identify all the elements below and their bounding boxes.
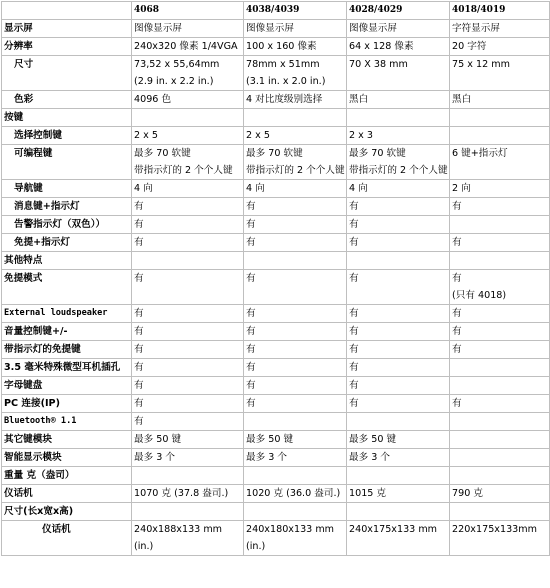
- table-cell: 有: [347, 323, 450, 341]
- table-row: [2, 198, 550, 216]
- row-label: 消息键+指示灯: [2, 198, 132, 216]
- table-cell: 20 字符: [450, 38, 550, 56]
- table-cell: [132, 56, 244, 91]
- table-cell: [347, 503, 450, 521]
- table-cell: 有: [450, 341, 550, 359]
- table-cell: 字符显示屏: [450, 20, 550, 38]
- cell-line: 70 X 38 mm: [349, 59, 408, 70]
- cell-line: 78mm x 51mm: [246, 59, 320, 70]
- spec-table-container: [1, 1, 549, 556]
- table-cell: 有: [132, 359, 244, 377]
- table-cell: 2 x 3: [347, 127, 450, 145]
- cell-line: (3.1 in. x 2.0 in.): [246, 76, 326, 87]
- table-row: [2, 305, 550, 323]
- cell-line: 75 x 12 mm: [452, 59, 510, 70]
- table-cell: [132, 252, 244, 270]
- table-cell: 最多 50 键: [132, 431, 244, 449]
- table-cell: 有: [347, 341, 450, 359]
- table-row: [2, 323, 550, 341]
- table-cell: [244, 521, 347, 556]
- table-cell: [450, 216, 550, 234]
- table-cell: 最多 3 个: [244, 449, 347, 467]
- table-row: [2, 431, 550, 449]
- table-row: [2, 521, 550, 556]
- table-cell: 有: [347, 198, 450, 216]
- table-cell: 有: [347, 305, 450, 323]
- table-cell: 1015 克: [347, 485, 450, 503]
- cell-line: 6 键+指示灯: [452, 148, 508, 159]
- row-label: 免提+指示灯: [2, 234, 132, 252]
- table-row: [2, 341, 550, 359]
- table-row: [2, 234, 550, 252]
- row-label: 其他特点: [2, 252, 132, 270]
- table-cell: [450, 359, 550, 377]
- table-row: [2, 413, 550, 431]
- table-cell: [347, 252, 450, 270]
- table-cell: 有: [450, 198, 550, 216]
- cell-line: 240x180x133 mm: [246, 524, 335, 535]
- cell-line: 带指示灯的 2 个个人键: [134, 165, 233, 176]
- table-row: [2, 252, 550, 270]
- cell-line: [452, 162, 548, 179]
- table-cell: [450, 109, 550, 127]
- table-row: [2, 109, 550, 127]
- table-cell: 有: [450, 305, 550, 323]
- spec-table: [1, 1, 550, 556]
- table-cell: [450, 413, 550, 431]
- table-cell: 最多 50 键: [244, 431, 347, 449]
- table-row: [2, 449, 550, 467]
- table-cell: 最多 50 键: [347, 431, 450, 449]
- cell-line: [452, 538, 548, 555]
- table-cell: 图像显示屏: [132, 20, 244, 38]
- table-cell: 黑白: [450, 91, 550, 109]
- table-cell: [132, 467, 244, 485]
- table-cell: 最多 3 个: [347, 449, 450, 467]
- table-cell: 有: [347, 377, 450, 395]
- cell-line: 240x188x133 mm: [134, 524, 223, 535]
- table-cell: 有: [450, 395, 550, 413]
- table-cell: 有: [244, 341, 347, 359]
- row-label: 按键: [2, 109, 132, 127]
- table-cell: 有: [132, 270, 244, 305]
- row-label: 智能显示模块: [2, 449, 132, 467]
- table-cell: 4 向: [347, 180, 450, 198]
- table-cell: 790 克: [450, 485, 550, 503]
- table-cell: 有: [450, 234, 550, 252]
- table-cell: 有: [132, 377, 244, 395]
- table-cell: 有: [132, 198, 244, 216]
- table-cell: 有: [450, 323, 550, 341]
- cell-line: [452, 73, 548, 90]
- table-cell: 100 x 160 像素: [244, 38, 347, 56]
- table-cell: 有: [347, 270, 450, 305]
- cell-line: 240x175x133 mm: [349, 524, 438, 535]
- row-label: 免提模式: [2, 270, 132, 305]
- table-row: [2, 270, 550, 305]
- table-row: [2, 377, 550, 395]
- table-cell: [244, 145, 347, 180]
- table-cell: [244, 252, 347, 270]
- table-row: [2, 91, 550, 109]
- table-cell: 有: [132, 234, 244, 252]
- column-header: 4018/4019: [450, 2, 550, 20]
- table-cell: [347, 56, 450, 91]
- table-cell: 有: [244, 323, 347, 341]
- row-label: 重量 克（盎司）: [2, 467, 132, 485]
- row-label: 3.5 毫米特殊微型耳机插孔: [2, 359, 132, 377]
- table-cell: 1020 克 (36.0 盎司.): [244, 485, 347, 503]
- table-row: [2, 503, 550, 521]
- row-label: Bluetooth® 1.1: [2, 413, 132, 431]
- table-cell: [450, 521, 550, 556]
- row-label: 带指示灯的免提键: [2, 341, 132, 359]
- spec-table-body: [2, 2, 550, 556]
- table-cell: [450, 467, 550, 485]
- row-label: 选择控制键: [2, 127, 132, 145]
- table-cell: [450, 145, 550, 180]
- cell-line: (2.9 in. x 2.2 in.): [134, 76, 214, 87]
- table-cell: 最多 3 个: [132, 449, 244, 467]
- table-cell: 有: [244, 395, 347, 413]
- table-row: [2, 56, 550, 91]
- cell-line: 最多 70 软键: [134, 148, 191, 159]
- table-cell: 有: [347, 359, 450, 377]
- header-row: [2, 2, 550, 20]
- table-cell: 2 x 5: [132, 127, 244, 145]
- column-header: [2, 2, 132, 20]
- row-label: 分辨率: [2, 38, 132, 56]
- table-cell: [450, 252, 550, 270]
- table-cell: [132, 503, 244, 521]
- table-cell: [450, 377, 550, 395]
- row-label: 告警指示灯（双色））: [2, 216, 132, 234]
- cell-line: 带指示灯的 2 个个人键: [246, 165, 345, 176]
- table-cell: [244, 109, 347, 127]
- row-label: 可编程键: [2, 145, 132, 180]
- table-row: [2, 395, 550, 413]
- table-cell: [244, 413, 347, 431]
- table-row: [2, 467, 550, 485]
- cell-line: 有: [452, 273, 462, 284]
- table-cell: 64 x 128 像素: [347, 38, 450, 56]
- table-cell: 4 对比度级别选择: [244, 91, 347, 109]
- row-label: 其它键模块: [2, 431, 132, 449]
- table-cell: [132, 109, 244, 127]
- cell-line: [349, 73, 448, 90]
- table-cell: [244, 56, 347, 91]
- table-cell: [450, 127, 550, 145]
- table-cell: 有: [244, 234, 347, 252]
- row-label: 字母键盘: [2, 377, 132, 395]
- row-label: 仪话机: [2, 521, 132, 556]
- table-cell: [450, 56, 550, 91]
- table-cell: 有: [244, 305, 347, 323]
- table-cell: [244, 467, 347, 485]
- table-cell: [450, 270, 550, 305]
- table-cell: [244, 503, 347, 521]
- table-row: [2, 38, 550, 56]
- row-label: 仪话机: [2, 485, 132, 503]
- table-cell: [450, 431, 550, 449]
- row-label: 导航键: [2, 180, 132, 198]
- table-cell: 有: [244, 377, 347, 395]
- cell-line: 带指示灯的 2 个个人键: [349, 165, 448, 176]
- column-header: 4028/4029: [347, 2, 450, 20]
- table-cell: 有: [132, 323, 244, 341]
- table-cell: 2 向: [450, 180, 550, 198]
- table-cell: 有: [244, 359, 347, 377]
- table-cell: 4 向: [244, 180, 347, 198]
- row-label: PC 连接(IP): [2, 395, 132, 413]
- table-cell: 有: [347, 216, 450, 234]
- table-cell: [132, 145, 244, 180]
- table-row: [2, 485, 550, 503]
- table-cell: 1070 克 (37.8 盎司.): [132, 485, 244, 503]
- row-label: External loudspeaker: [2, 305, 132, 323]
- table-cell: 240x320 像素 1/4VGA: [132, 38, 244, 56]
- row-label: 尺寸: [2, 56, 132, 91]
- cell-line: (只有 4018): [452, 290, 507, 301]
- table-cell: [347, 413, 450, 431]
- table-cell: [347, 467, 450, 485]
- row-label: 音量控制键+/-: [2, 323, 132, 341]
- cell-line: (in.): [134, 541, 154, 552]
- table-cell: 2 x 5: [244, 127, 347, 145]
- table-cell: 有: [132, 413, 244, 431]
- table-row: [2, 359, 550, 377]
- table-cell: 有: [347, 395, 450, 413]
- table-cell: [347, 109, 450, 127]
- table-row: [2, 127, 550, 145]
- table-row: [2, 216, 550, 234]
- table-cell: 有: [132, 305, 244, 323]
- table-cell: [347, 145, 450, 180]
- table-cell: [132, 521, 244, 556]
- table-cell: 有: [132, 341, 244, 359]
- column-header: 4038/4039: [244, 2, 347, 20]
- row-label: 色彩: [2, 91, 132, 109]
- cell-line: 73,52 x 55,64mm: [134, 59, 220, 70]
- column-header: 4068: [132, 2, 244, 20]
- cell-line: 最多 70 软键: [246, 148, 303, 159]
- table-cell: 有: [347, 234, 450, 252]
- table-cell: [450, 503, 550, 521]
- table-cell: 有: [132, 216, 244, 234]
- table-cell: 4096 色: [132, 91, 244, 109]
- table-cell: 黑白: [347, 91, 450, 109]
- cell-line: 220x175x133mm: [452, 524, 537, 535]
- table-cell: 有: [244, 216, 347, 234]
- table-cell: 图像显示屏: [347, 20, 450, 38]
- cell-line: 最多 70 软键: [349, 148, 406, 159]
- row-label: 显示屏: [2, 20, 132, 38]
- table-row: [2, 145, 550, 180]
- cell-line: [349, 538, 448, 555]
- cell-line: (in.): [246, 541, 266, 552]
- table-cell: 有: [244, 270, 347, 305]
- table-row: [2, 20, 550, 38]
- table-cell: 4 向: [132, 180, 244, 198]
- table-cell: 有: [132, 395, 244, 413]
- table-cell: 有: [244, 198, 347, 216]
- row-label: 尺寸(长x宽x高): [2, 503, 132, 521]
- table-row: [2, 180, 550, 198]
- table-cell: [450, 449, 550, 467]
- table-cell: 图像显示屏: [244, 20, 347, 38]
- table-cell: [347, 521, 450, 556]
